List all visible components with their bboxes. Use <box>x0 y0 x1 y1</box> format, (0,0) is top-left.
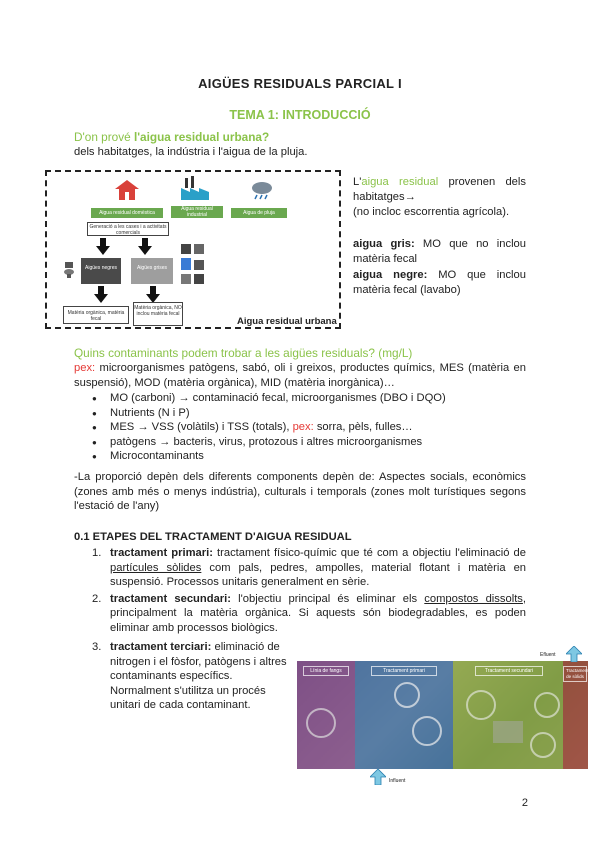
effluent-arrow-icon <box>566 646 582 662</box>
grey-water-content: Matèria orgànica, NO inclou matèria fecal <box>133 302 183 326</box>
effluent-label: Efluent <box>540 652 556 658</box>
black-water-content: Matèria orgànica, matèria fecal <box>63 306 129 324</box>
origin-question: D'on prové l'aigua residual urbana? <box>74 130 270 144</box>
grey-water-box: Aigües grises <box>131 258 173 284</box>
list-item: ● MO (carboni) → contaminació fecal, microorganismes (DBO i DQO) <box>110 391 530 406</box>
treatment-plant-photo <box>297 661 588 769</box>
list-item: ● patògens → bacteris, virus, protozous i altres microorganismes <box>110 435 530 450</box>
source-rain: Aigua de pluja <box>231 208 287 218</box>
zone-label-secondary: Tractament secundari <box>475 666 543 676</box>
proportion-note: -La proporció depèn dels diferents components depèn de: Aspectes socials, econòmics (zones amb més o menys indústria), culturals i temporals (zones molt turístiques segons l'estació de l'any) <box>74 471 526 513</box>
list-item: ● MES → VSS (volàtils) i TSS (totals), pex: sorra, pèls, fulles… <box>110 420 530 435</box>
origin-answer: dels habitatges, la indústria i l'aigua de la pluja. <box>74 146 308 158</box>
influent-label: Influent <box>389 778 406 784</box>
source-domestic: Aigua residual domèstica <box>91 208 163 218</box>
zone-label-solids: Tractament de sòlids <box>563 666 587 682</box>
contaminants-question: Quins contaminants podem trobar a les aigües residuals? (mg/L) <box>74 346 413 360</box>
appliance-icons <box>181 244 207 286</box>
wastewater-figure <box>45 170 341 329</box>
source-industrial: Aigua residual industrial <box>171 206 223 218</box>
document-title: AIGÜES RESIDUALS PARCIAL I <box>198 76 402 91</box>
generation-label: Generació a les cases i a activitats comercials <box>87 222 169 236</box>
rain-cloud-icon <box>250 180 274 200</box>
black-water-box: Aigües negres <box>81 258 121 284</box>
topic-heading: TEMA 1: INTRODUCCIÓ <box>229 108 371 122</box>
list-item: 1. tractament primari: tractament físico-químic que té com a objectiu l'eliminació de partícules sòlides com pals, pedres, ampolles, material flotant i matèria en suspensió. Processos unitaris generalment en sèrie. <box>92 547 527 589</box>
stages-heading: 0.1 ETAPES DEL TRACTAMENT D'AIGUA RESIDUAL <box>74 531 352 543</box>
list-item: 2. tractament secundari: l'objectiu principal és eliminar els compostos dissolts, principalment la matèria orgànica. Si aquests són biodegradables, es poden eliminar amb processos biològics. <box>92 592 527 634</box>
stages-list <box>92 546 527 636</box>
contaminants-intro: pex: microorganismes patògens, sabó, oli i greixos, productes químics, MES (matèria en suspensió), MOD (matèria orgànica), MID (matèria inorgànica)… <box>74 362 526 389</box>
factory-icon <box>181 176 209 200</box>
list-item: ● Microcontaminants <box>110 449 530 464</box>
side-note: (no incloc escorrentia agrícola). <box>353 206 510 218</box>
contaminants-list <box>110 391 530 464</box>
grey-water-definition: aigua gris: MO que no inclou matèria fecal <box>353 238 526 265</box>
zone-label-primary: Tractament primari <box>371 666 437 676</box>
stage-three: 3. tractament terciari: eliminació de nitrogen i el fòsfor, patògens i altres contaminants específics. Normalment s'utilitza un procés unitari de cada contaminant. <box>92 641 287 712</box>
page-number: 2 <box>521 797 528 809</box>
house-icon <box>115 180 139 200</box>
toilet-icon <box>63 262 75 278</box>
influent-arrow-icon <box>370 769 386 785</box>
side-description: L'aigua residual provenen dels habitatges→ <box>353 176 526 203</box>
figure-caption: Aigua residual urbana <box>237 316 337 327</box>
list-item: ● Nutrients (N i P) <box>110 406 530 421</box>
zone-label-sludge-line: Línia de fangs <box>303 666 349 676</box>
black-water-definition: aigua negre: MO que inclou matèria fecal (lavabo) <box>353 269 526 296</box>
